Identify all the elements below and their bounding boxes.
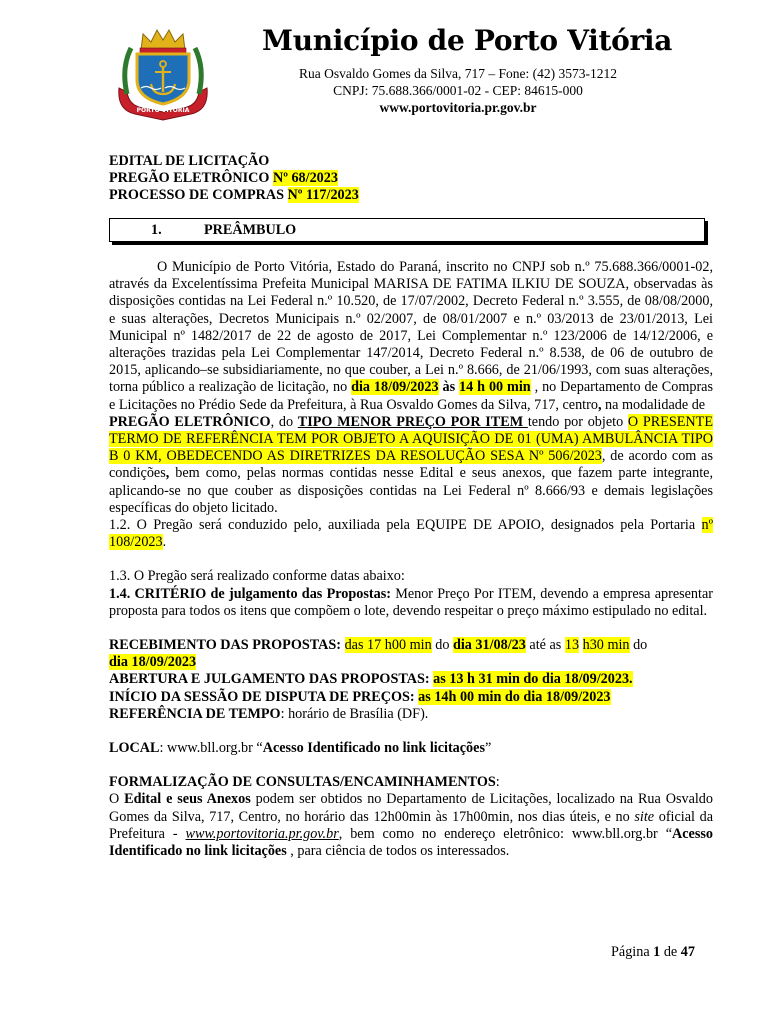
item-1-2 [109,517,713,551]
formalization-title: FORMALIZAÇÃO DE CONSULTAS/ENCAMINHAMENTOS [109,774,496,791]
section-preambulo-box [109,218,705,242]
preamble-conditions-comma: , [165,465,170,482]
local-end: ” [484,740,492,757]
portaria-number: nº 108/2023 [109,517,713,551]
item-1-4 [109,586,713,620]
receipt-from-time: das 17 h00 min [344,637,432,654]
site-word: site [634,808,655,825]
edital-anexos-label: Edital e seus Anexos [124,791,251,808]
pregao-label: PREGÃO ELETRÔNICO [109,170,273,186]
formalization-text-2: oficial da Prefeitura - [109,808,713,842]
processo-number-line [109,187,359,204]
formalization-link-label: Acesso Identificado no link licitações [109,825,713,860]
local-text: : www.bll.org.br “ [159,740,263,757]
object-description: O PRESENTE TERMO DE REFERÊNCIA TEM POR OBJETO A AQUISIÇÃO DE 01 (UMA) AMBULÂNCIA TIPO B 0 KM, OBEDECENDO AS DIRETRIZES DA RESOLUÇÃO SESA Nº 506/2023 [109,413,714,465]
modality-label: PREGÃO ELETRÔNICO [109,413,271,430]
prefeitura-website-link[interactable]: www.portovitoria.pr.gov.br [185,825,339,842]
time-ref-label: REFERÊNCIA DE TEMPO [109,705,281,722]
crest-ribbon-text: PORTO VITÓRIA [136,107,190,114]
preamble-text: O Município de Porto Vitória, Estado do Paraná, inscrito no CNPJ sob n.º 75.688.366/0001-02, através da Excelentíssima Prefeita Municipal MARISA DE FATIMA ILKIU DE SOUZA, observadas às disposições contidas na Lei Federal n.º 10.520, de 17/07/2002, Decreto Federal n.º 3.555, de 08/08/2000, e suas alterações, Decretos Municipais n.º 02/2007, de 08/01/2007 e n.º 03/2013 de 23/01/2013, Lei Municipal nº 1482/2017 de 22 de agosto de 2017, Lei Complementar n.º 123/2006 de 14/12/2006, e alterações trazidas pela Lei Complementar 147/2014, Decreto Federal n.º 8.538, de 06 de outubro de 2015, aplicando–se subsidiariamente, no que couber, a Lei n.º 8.666, de 21/06/1993, com suas alterações, torna público a realização de licitação, no [109,259,713,396]
processo-label: PROCESSO DE COMPRAS [109,187,288,203]
header-website: www.portovitoria.pr.gov.br [379,100,537,115]
receipt-end-hour: 13 [564,637,580,654]
formalization-paragraph [109,791,713,860]
item-1-4-text: Menor Preço Por ITEM, devendo a empresa apresentar proposta para todos os itens que compõem o lote, devendo respeitar o preço máximo estipulado no edital. [109,585,713,619]
municipality-title: Município de Porto Vitória [262,24,673,57]
preamble-paragraph [109,259,713,517]
type-label: TIPO MENOR PREÇO POR ITEM [297,413,528,430]
preamble-modality-intro: na modalidade de [601,396,706,413]
pregao-number: Nº 68/2023 [272,170,338,186]
formalization-text-1: podem ser obtidos no Departamento de Licitações, localizado na Rua Osvaldo Gomes da Silva, 717, Centro, no horário das 12h00min às 17h00min, nos dias úteis, e no [109,791,713,825]
opening-time: 14 h 00 min [459,379,531,396]
formalization-text-0: O [109,791,125,808]
item-1-4-label: 1.4. CRITÉRIO de julgamento das Propostas: [109,585,391,602]
processo-number: Nº 117/2023 [287,187,359,203]
preamble-comma: , [597,396,602,413]
opening-label: ABERTURA E JULGAMENTO DAS PROPOSTAS: [109,671,434,688]
dispute-label: INÍCIO DA SESSÃO DE DISPUTA DE PREÇOS: [109,688,419,705]
receipt-do: do [431,637,453,654]
coat-of-arms-icon [113,28,213,124]
preamble-conditions-text: , de acordo com as condições [109,448,713,482]
total-pages: 47 [680,944,695,960]
edital-heading: EDITAL DE LICITAÇÃO [109,153,270,169]
preamble-closing-text: bem como, pelas normas contidas nesse Edital e seus anexos, que fazem parte integrante, aplicando-se no que couber as disposições contidas na Lei Federal nº 8.666/93 e demais legislações específicas do objeto licitado. [109,465,713,516]
preamble-object-intro: tendo por objeto [527,413,628,430]
schedule-time-reference [109,706,713,723]
opening-value: as 13 h 31 min do dia 18/09/2023. [433,671,633,688]
receipt-ate: até as [525,637,565,654]
receipt-label: RECEBIMENTO DAS PROPOSTAS: [109,637,345,654]
receipt-do-2: do [629,637,648,654]
local-line [109,740,713,757]
schedule-opening [109,671,713,688]
page-of: de [660,944,681,960]
header-cnpj: CNPJ: 75.688.366/0001-02 - CEP: 84615-000 [333,83,583,98]
receipt-end-date: dia 18/09/2023 [109,654,197,671]
section-number: 1. [151,222,162,238]
formalization-title-line [109,774,713,791]
page-number [611,944,695,961]
preamble-location-text: , no Departamento de Compras e Licitações no Prédio Sede da Prefeitura, à Rua Osvaldo Gomes da Silva, 717, centro [109,379,713,413]
receipt-end-minutes: h30 min [582,637,630,654]
time-ref-value: : horário de Brasília (DF). [280,705,429,722]
schedule-receipt [109,637,713,671]
item-1-2-text: 1.2. O Pregão será conduzido pelo, auxiliada pela EQUIPE DE APOIO, designados pela Portaria [109,517,702,534]
formalization-colon: : [495,774,500,791]
item-1-2-end: . [162,534,167,551]
section-title: PREÂMBULO [204,222,297,238]
local-label: LOCAL [109,740,160,757]
formalization-text-4: , para ciência de todos os interessados. [286,843,510,860]
document-body [109,259,713,860]
schedule-dispute [109,689,713,706]
opening-date: dia 18/09/2023 [351,379,439,396]
current-page: 1 [653,944,661,960]
preamble-connector: , do [270,413,298,430]
receipt-start-date: dia 31/08/23 [452,637,526,654]
formalization-text-3: , bem como no endereço eletrônico: www.bll.org.br “ [338,825,672,842]
header-address: Rua Osvaldo Gomes da Silva, 717 – Fone: (42) 3573-1212 [299,66,617,81]
at-label: às [438,379,460,396]
dispute-value: as 14h 00 min do dia 18/09/2023 [418,688,611,705]
page-prefix: Página [611,944,654,960]
local-link-label: Acesso Identificado no link licitações [262,740,485,757]
item-1-3: 1.3. O Pregão será realizado conforme datas abaixo: [109,568,405,585]
pregao-number-line [109,170,338,187]
